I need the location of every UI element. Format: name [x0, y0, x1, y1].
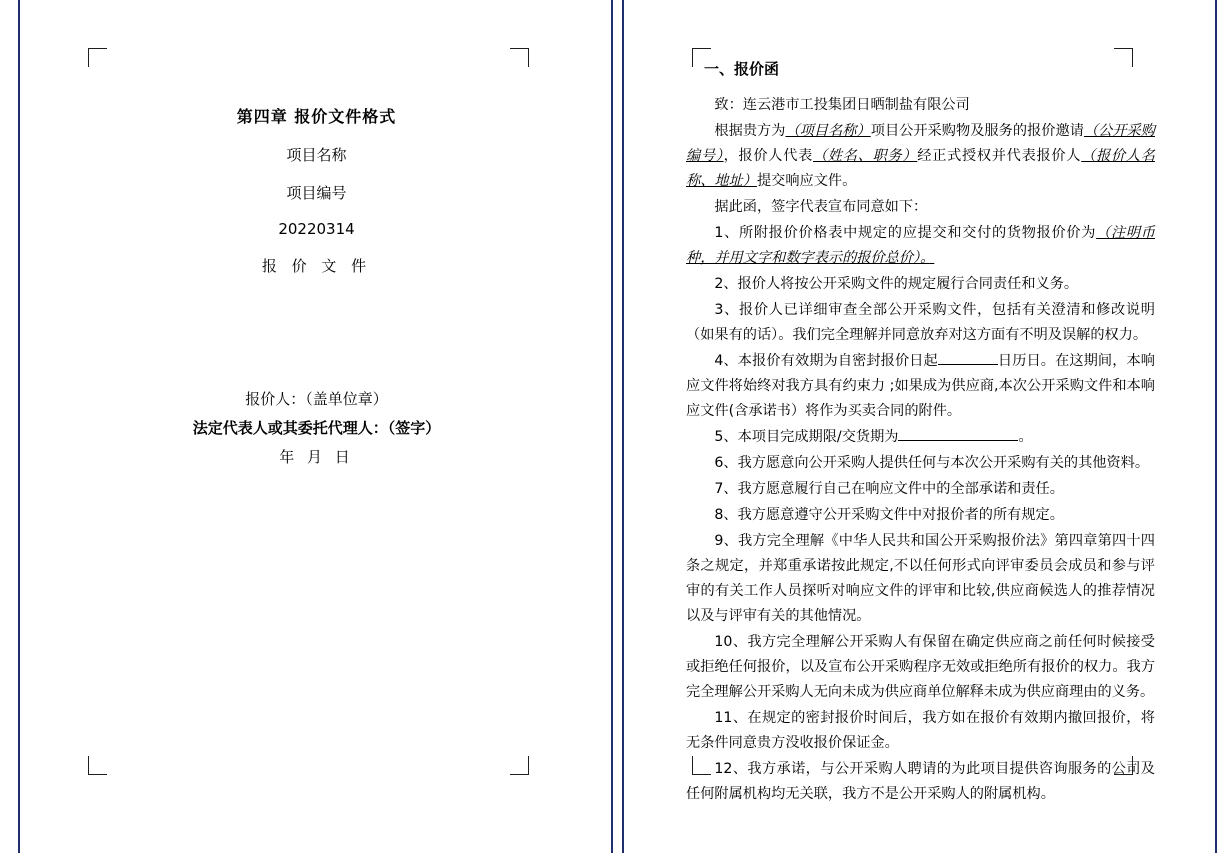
- letter-body: [686, 93, 1155, 807]
- placeholder-text: （注明币种，并用文字和数字表示的报价总价）。: [686, 225, 1155, 266]
- paragraph-item-11: [686, 706, 1155, 756]
- text-run: 4、本报价有效期为自密封报价日起: [714, 353, 938, 369]
- fill-in-blank: [898, 426, 1018, 441]
- text-run: 10、我方完全理解公开采购人有保留在确定供应商之前任何时候接受或拒绝任何报价，以及宣布公开采购程序无效或拒绝所有报价的权力。我方完全理解公开采购人无向未成为供应商单位解释未成为供应商理由的义务。: [686, 634, 1155, 700]
- signature-representative-line: 法定代表人或其委托代理人：（签字）: [192, 419, 441, 437]
- cover-signature-block: [82, 388, 551, 467]
- text-run: 经正式授权并代表报价人: [917, 148, 1082, 164]
- text-run: 7、我方愿意履行自己在响应文件中的全部承诺和责任。: [714, 481, 1064, 497]
- paragraph-item-7: [686, 477, 1155, 502]
- paragraph-item-10: [686, 630, 1155, 705]
- paragraph-item-9: [686, 529, 1155, 629]
- paragraph-item-3: [686, 298, 1155, 348]
- cover-document-label: 报 价 文 件: [261, 257, 372, 275]
- cover-content: [82, 58, 551, 467]
- placeholder-text: （姓名、职务）: [813, 148, 918, 164]
- text-run: 1、所附报价价格表中规定的应提交和交付的货物报价价为: [714, 225, 1097, 241]
- placeholder-text: （报价人名称、地址）: [686, 148, 1155, 189]
- paragraph-item-4: [686, 349, 1155, 424]
- text-run: 12、我方承诺，与公开采购人聘请的为此项目提供咨询服务的公司及任何附属机构均无关联，我方不是公开采购人的附属机构。: [686, 761, 1155, 802]
- fill-in-blank: [938, 350, 998, 365]
- text-run: 提交响应文件。: [756, 173, 857, 189]
- section-title: 一、报价函: [704, 60, 780, 78]
- text-run: 9、我方完全理解《中华人民共和国公开采购报价法》第四章第四十四条之规定，并郑重承诺按此规定,不以任何形式向评审委员会成员和参与评审的有关工作人员探听对响应文件的评审和比较,供应商候选人的推荐情况以及与评审有关的其他情况。: [686, 533, 1155, 624]
- signature-bidder-line: 报价人：（盖单位章）: [245, 390, 388, 408]
- cover-field-project-number: 项目编号: [286, 184, 347, 202]
- text-run: ，报价人代表: [723, 148, 813, 164]
- paragraph-item-12: [686, 757, 1155, 807]
- text-run: 根据贵方为: [714, 123, 786, 139]
- letter-content: [686, 58, 1155, 808]
- placeholder-text: （公开采购编号）: [686, 123, 1155, 164]
- cover-field-project-code-value: 20220314: [278, 220, 355, 238]
- paragraph-item-1: [686, 221, 1155, 271]
- signature-date-line: 年 月 日: [279, 448, 354, 466]
- document-page-cover: [18, 0, 613, 853]
- text-run: 5、本项目完成期限/交货期为: [714, 429, 899, 445]
- text-run: 11、在规定的密封报价时间后，我方如在报价有效期内撤回报价，将无条件同意贵方没收报价保证金。: [686, 710, 1155, 751]
- paragraph-item-5: [686, 425, 1155, 450]
- text-run: 。: [1018, 429, 1033, 445]
- paragraph-p-invite: [686, 119, 1155, 194]
- placeholder-text: （项目名称）: [785, 123, 871, 139]
- text-run: 8、我方愿意遵守公开采购文件中对报价者的所有规定。: [714, 507, 1064, 523]
- crop-mark-bottom-left: [88, 756, 107, 775]
- paragraph-addressee: [686, 93, 1155, 118]
- page-title: 第四章 报价文件格式: [236, 107, 397, 126]
- paragraph-item-6: [686, 451, 1155, 476]
- paragraph-item-2: [686, 272, 1155, 297]
- crop-mark-bottom-right: [510, 756, 529, 775]
- text-run: 2、报价人将按公开采购文件的规定履行合同责任和义务。: [714, 276, 1079, 292]
- text-run: 3、报价人已详细审查全部公开采购文件，包括有关澄清和修改说明（如果有的话）。我们完全理解并同意放弃对这方面有不明及误解的权力。: [686, 302, 1155, 343]
- document-page-quotation-letter: [622, 0, 1217, 853]
- cover-field-project-name: 项目名称: [286, 146, 347, 164]
- text-run: 致：连云港市工投集团日晒制盐有限公司: [714, 97, 970, 113]
- paragraph-p-declare: [686, 195, 1155, 220]
- text-run: 6、我方愿意向公开采购人提供任何与本次公开采购有关的其他资料。: [714, 455, 1150, 471]
- text-run: 日历日。在这期间，本响应文件将始终对我方具有约束力 ;如果成为供应商,本次公开采购文件和本响应文件(含承诺书）将作为买卖合同的附件。: [686, 353, 1155, 419]
- paragraph-item-8: [686, 503, 1155, 528]
- text-run: 据此函，签字代表宣布同意如下：: [714, 199, 928, 215]
- text-run: 项目公开采购物及服务的报价邀请: [870, 123, 1084, 139]
